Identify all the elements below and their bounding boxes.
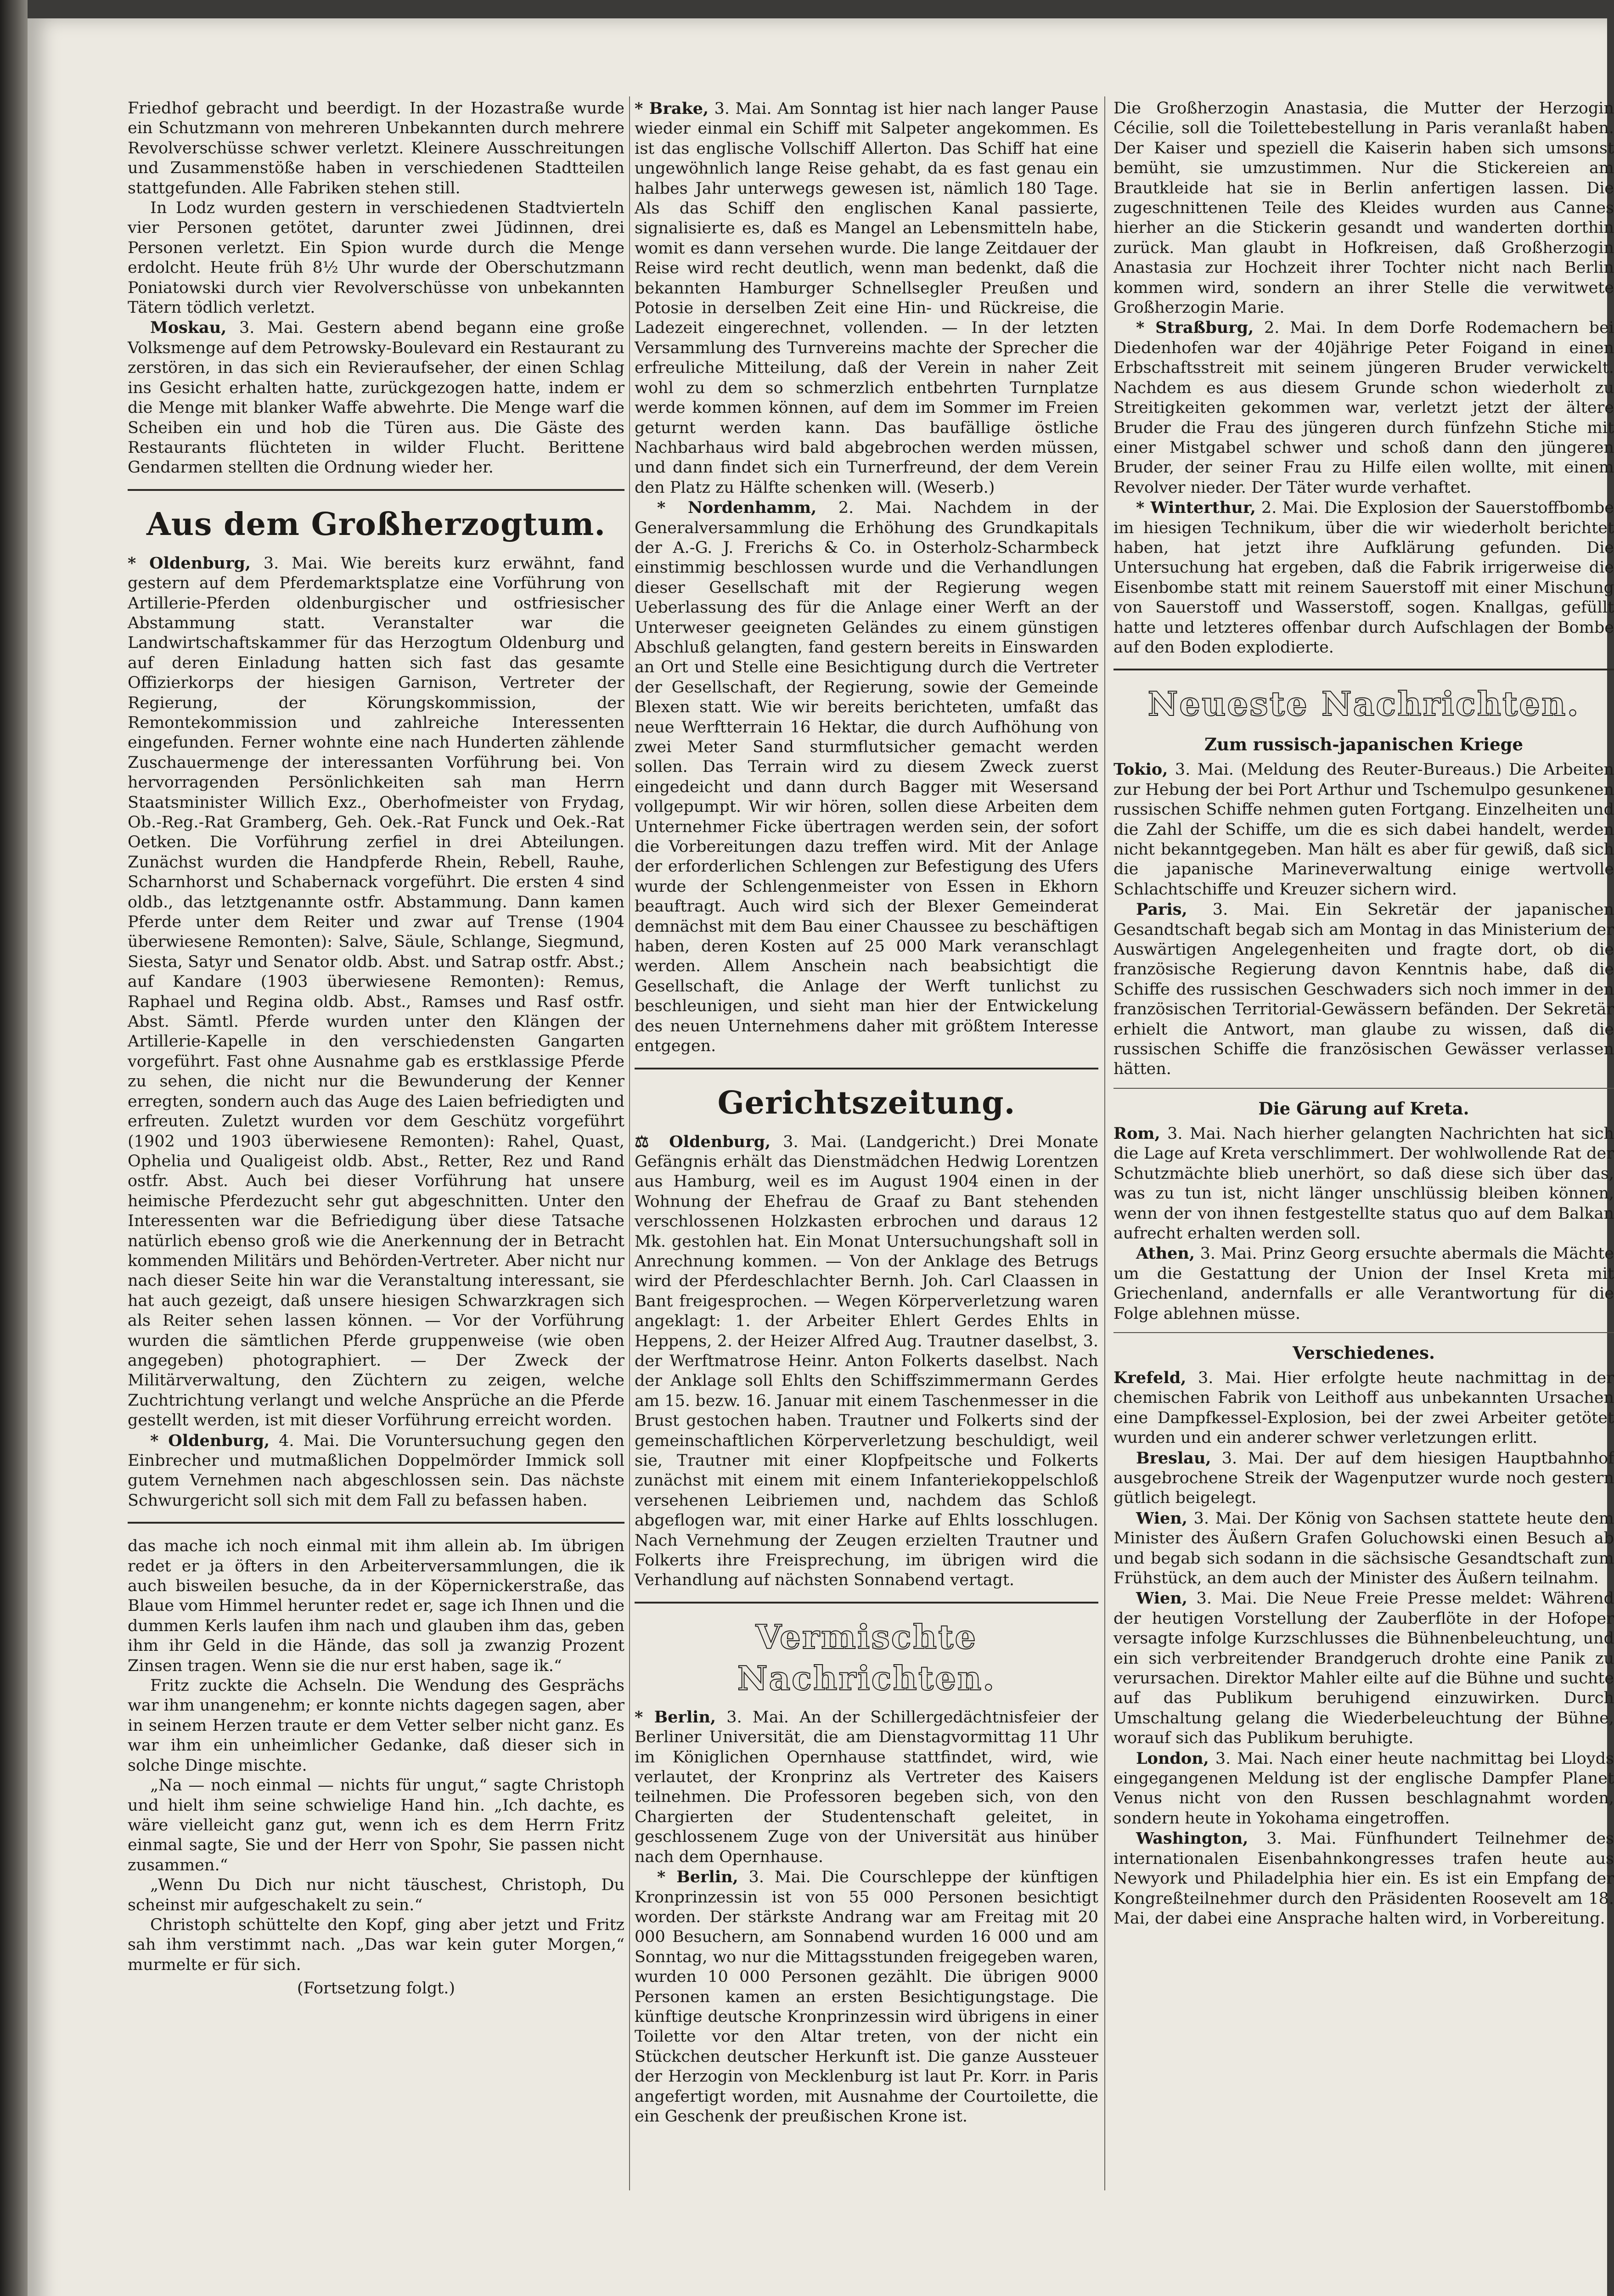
article-text: 3. Mai. Am Sonntag ist hier nach langer Pause wieder einmal ein Schiff mit Salpeter angekommen. Es ist das englische Vollschiff Allerton. Das Schiff hat eine ungewöhnlich lange Reise gehabt, da es fast genau ein halbes Jahr unterwegs gewesen ist, nämlich 180 Tage. Als das Schiff den englischen Kanal passierte, signalisierte es, daß es Mangel an Lebensmitteln habe, womit es dann versehen wurde. Die lange Zeitdauer der Reise wird recht deutlich, wenn man bedenkt, daß die bekannten Hamburger Schnellsegler Preußen und Potosie in derselben Zeit eine Hin- und Rückreise, die Ladezeit eingerechnet, vollenden. — In der letzten Versammlung des Turnvereins machte der Sprecher die erfreuliche Mitteilung, daß der Verein in naher Zeit wohl zu dem so schmerzlich entbehrten Turnplatze werde kommen können, auf dem im Sommer im Freien geturnt werden kann. Das baufällige östliche Nachbarhaus wird bald abgebrochen werden müssen, und dann findet sich ein Turnerfreund, der dem Verein den Platz zu Hälfte schenken will. (Weserb.) xyxy=(635,100,1098,497)
dateline: * Berlin, xyxy=(657,1868,738,1887)
section-heading: Vermischte Nachrichten. xyxy=(737,1617,996,1698)
section-divider xyxy=(128,1522,624,1524)
article-paragraph xyxy=(1113,1508,1614,1589)
article-text: 3. Mai. Der auf dem hiesigen Hauptbahnhof ausgebrochene Streik der Wagenputzer wurde noch gestern gütlich beigelegt. xyxy=(1113,1449,1614,1508)
article-paragraph xyxy=(1113,1448,1614,1508)
section-divider xyxy=(128,489,624,491)
dateline: Breslau, xyxy=(1136,1448,1211,1468)
section-divider xyxy=(1113,669,1614,670)
article-paragraph xyxy=(635,498,1098,1056)
article-text: 2. Mai. Die Explosion der Sauerstoffbombe im hiesigen Technikum, über die wir wiederholt berichtet haben, hat jetzt ihre Aufklärung gefunden. Die Untersuchung hat ergeben, daß die Fabrik irrigerweise die Eisenbombe statt mit reinem Sauerstoff mit einer Mischung von Sauerstoff und Wasserstoff, sogen. Knallgas, gefüllt hatte und letzteres offenbar durch Aufschlagen der Bombe auf den Boden explodierte. xyxy=(1113,499,1614,657)
subheading: Zum russisch-japanischen Kriege xyxy=(1204,734,1524,755)
column-1 xyxy=(128,99,624,1999)
article-text: 3. Mai. Hier erfolgte heute nachmittag in der chemischen Fabrik von Leithoff aus unbekannten Ursachen eine Dampfkessel-Explosion, bei der zwei Arbeiter getötet wurden und ein anderer schwer verletzungen erlitt. xyxy=(1113,1368,1614,1447)
article-text: 3. Mai. Der König von Sachsen stattete heute dem Minister des Äußern Grafen Goluchowski einen Besuch ab und begab sich sodann in die sächsische Gesandtschaft zum Frühstück, an dem auch der Minister des Äußern teilnahm. xyxy=(1113,1509,1614,1587)
dateline: Athen, xyxy=(1136,1244,1195,1263)
dateline: Krefeld, xyxy=(1113,1368,1187,1387)
article-paragraph xyxy=(1113,1829,1614,1929)
dateline: * Winterthur, xyxy=(1136,498,1256,518)
article-text: 3. Mai. Die Courschleppe der künftigen Kronprinzessin ist von 55 000 Personen besichtigt worden. Der stärkste Andrang war am Freitag mit 20 000 Besuchern, am Sonnabend wurden 16 000 und am Sonntag, wo nur die Mittagsstunden freigegeben waren, wurden 10 000 Personen gezählt. Die übrigen 9000 Personen kamen an ersten Besichtigungstage. Die künftige deutsche Kronprinzessin wird übrigens in einer Toilette vor den Altar treten, von der nicht ein Stückchen deutscher Herkunft ist. Die ganze Aussteuer der Herzogin von Mecklenburg ist laut Pr. Korr. in Paris angefertigt worden, mit Ausnahme der Courtoilette, die ein Geschenk der preußischen Krone ist. xyxy=(635,1868,1098,2126)
article-paragraph: Friedhof gebracht und beerdigt. In der Hozastraße wurde ein Schutzmann von mehreren Unbekannten durch mehrere Revolverschüsse schwer verletzt. Kleinere Ausschreitungen und Zusammenstöße haben in verschiedenen Stadtteilen stattgefunden. Alle Fabriken stehen still. xyxy=(128,99,624,197)
article-text: 3. Mai. Gestern abend begann eine große Volksmenge auf dem Petrowsky-Boulevard ein Restaurant zu zerstören, in das sich ein Revieraufseher, der einen Schlag ins Gesicht erhalten hatte, zurückgezogen hatte, indem er die Menge mit blanker Waffe abwehrte. Die Menge warf die Scheiben ein und hob die Türen aus. Die Gäste des Restaurants flüchteten in wilder Flucht. Berittene Gendarmen stellten die Ordnung wieder her. xyxy=(128,319,624,477)
dateline: * Oldenburg, xyxy=(128,553,251,573)
subheading: Die Gärung auf Kreta. xyxy=(1258,1098,1469,1119)
article-text: 3. Mai. Ein Sekretär der japanischen Gesandtschaft begab sich am Montag in das Ministerium der Auswärtigen Angelegenheiten und fragte dort, ob die französische Regierung davon Kenntnis habe, daß die Schiffe des russischen Geschwaders sich noch immer in den französischen Territorial-Gewässern befänden. Der Sekretär erhielt die Antwort, man glaube zu wissen, daß die russischen Schiffe die französischen Gewässer verlassen hätten. xyxy=(1113,900,1614,1079)
dateline: Moskau, xyxy=(150,318,227,338)
column-2 xyxy=(635,99,1098,2127)
article-paragraph xyxy=(1113,1244,1614,1324)
column-rule xyxy=(1104,96,1105,2190)
feuilleton-paragraph: Fritz zuckte die Achseln. Die Wendung des Gesprächs war ihm unangenehm; er konnte nichts dagegen sagen, aber in seinem Herzen traute er dem Vetter selber nicht ganz. Es war ihm ein unheimlicher Gedanke, daß dieser sich in solche Dinge mischte. xyxy=(128,1677,624,1775)
dateline: * Berlin, xyxy=(635,1707,716,1727)
article-paragraph xyxy=(1113,1368,1614,1448)
dateline: Tokio, xyxy=(1113,760,1168,779)
article-paragraph xyxy=(1113,900,1614,1080)
article-paragraph xyxy=(1113,1124,1614,1244)
article-text: 3. Mai. (Meldung des Reuter-Bureaus.) Die Arbeiten zur Hebung der bei Port Arthur und Tschemulpo gesunkenen russischen Schiffe nehmen guten Fortgang. Einzelheiten und die Zahl der Schiffe, um die es sich dabei handelt, werden nicht bekanntgegeben. Man hält es aber für gewiß, daß sich die japanische Marineverwaltung einige wertvolle Schlachtschiffe und Kreuzer sichern wird. xyxy=(1113,760,1614,899)
section-divider xyxy=(635,1602,1098,1604)
dateline: Rom, xyxy=(1113,1124,1160,1143)
article-paragraph xyxy=(128,1431,624,1511)
article-text: 3. Mai. Die Neue Freie Presse meldet: Während der heutigen Vorstellung der Zauberflöte in der Hofoper versagte infolge Kurzschlusses die Bühnenbeleuchtung, und ein sich verbreitender Brandgeruch drohte eine Panik zu verursachen. Direktor Mahler eilte auf die Bühne und suchte auf das Publikum beruhigend einzuwirken. Durch Umschaltung gelang die Wiederbeleuchtung der Bühne, worauf sich das Publikum beruhigte. xyxy=(1113,1589,1614,1748)
article-paragraph xyxy=(1113,1588,1614,1748)
dateline: Wien, xyxy=(1136,1508,1187,1528)
dateline: * Nordenhamm, xyxy=(657,498,817,518)
article-paragraph xyxy=(128,553,624,1431)
continuation-note: (Fortsetzung folgt.) xyxy=(297,1979,456,1998)
article-text: 4. Mai. Die Voruntersuchung gegen den Einbrecher und mutmaßlichen Doppelmörder Immick soll gutem Vernehmen nach abgeschlossen sein. Das nächste Schwurgericht soll sich mit dem Fall zu befassen haben. xyxy=(128,1431,624,1510)
dateline: * Oldenburg, xyxy=(150,1431,270,1450)
article-text: 3. Mai. (Landgericht.) Drei Monate Gefängnis erhält das Dienstmädchen Hedwig Lorentzen aus Hamburg, weil es im August 1904 einen in der Wohnung der Ehefrau de Graaf zu Bant stehenden verschlossenen Holzkasten erbrochen und daraus 12 Mk. gestohlen hat. Ein Monat Untersuchungshaft soll in Anrechnung kommen. — Von der Anklage des Betrugs wird der Pferdeschlachter Bernh. Joh. Carl Claassen in Bant freigesprochen. — Wegen Körperverletzung waren angeklagt: 1. der Arbeiter Ehlert Gerdes Ehlts in Heppens, 2. der Heizer Alfred Aug. Trautner daselbst, 3. der Werftmatrose Heinr. Anton Folkerts daselbst. Nach der Anklage soll Ehlts den Schiffszimmermann Gerdes am 15. bezw. 16. Januar mit einem Taschenmesser in die Brust gestochen haben. Trautner und Folkerts sind der gemeinschaftlichen Körperverletzung beschuldigt, weil sie, Trautner mit einer Klopfpeitsche und Folkerts zunächst mit einem mit einem Infanteriekoppelschloß versehenen Leibriemen und, nachdem das Schloß abgeflogen war, mit einer Harke auf Ehlts losschlugen. Nach Vernehmung der Zeugen erzielten Trautner und Folkerts ihre Freisprechung, im übrigen wird die Verhandlung auf nächsten Sonnabend vertagt. xyxy=(635,1132,1098,1590)
article-paragraph xyxy=(128,318,624,478)
section-divider xyxy=(1113,1332,1614,1333)
article-paragraph xyxy=(1113,1749,1614,1829)
article-paragraph xyxy=(635,99,1098,498)
dateline: ⚖ Oldenburg, xyxy=(635,1132,771,1151)
column-3 xyxy=(1113,99,1614,1929)
article-text: 3. Mai. An der Schillergedächtnisfeier der Berliner Universität, die am Dienstagvormittag 11 Uhr im Königlichen Opernhause stattfindet, wird, wie verlautet, der Kronprinz als Vertreter des Kaisers teilnehmen. Die Professoren begeben sich, von den Chargierten der Studentenschaft geleitet, in geschlossenem Zuge von der Universität aus hinüber nach dem Opernhause. xyxy=(635,1708,1098,1866)
subheading: Verschiedenes. xyxy=(1293,1342,1435,1363)
article-text: 3. Mai. Wie bereits kurz erwähnt, fand gestern auf dem Pferdemarktsplatze eine Vorführung von Artillerie-Pferden oldenburgischer und ostfriesischer Abstammung statt. Veranstalter war die Landwirtschaftskammer für das Herzogtum Oldenburg und auf deren Einladung hatten sich fast das gesamte Offizierkorps der hiesigen Garnison, Vertreter der Regierung, der Körungskommission, der Remontekommission und zahlreiche Interessenten eingefunden. Ferner wohnte eine nach Hunderten zählende Zuschauermenge der interessanten Vorführung bei. Von hervorragenden Persönlichkeiten sah man Herrn Staatsminister Willich Exz., Oberhofmeister von Frydag, Ob.-Reg.-Rat Gramberg, Geh. Oek.-Rat Funck und Oek.-Rat Oetken. Die Vorführung zerfiel in drei Abteilungen. Zunächst wurden die Handpferde Rhein, Rebell, Rauhe, Scharnhorst und Schabernack vorgeführt. Die ersten 4 sind oldb., das letztgenannte ostfr. Abstammung. Dann kamen Pferde unter dem Reiter und zwar auf Trense (1904 überwiesene Remonten): Salve, Säule, Schlange, Siegmund, Siesta, Satyr und Senator oldb. Abst. und Satrap ostfr. Abst.; auf Kandare (1903 überwiesene Remonten): Remus, Raphael und Regina oldb. Abst., Ramses und Rasf ostfr. Abst. Sämtl. Pferde wurden unter den Klängen der Artillerie-Kapelle in den verschiedensten Gangarten vorgeführt. Fast ohne Ausnahme gab es erstklassige Pferde zu sehen, die nicht nur die Bewunderung der Kenner erregten, sondern auch das Auge des Laien befriedigten und erfreuten. Zuletzt wurden vor dem Geschütz vorgeführt (1902 und 1903 überwiesene Remonten): Rahel, Quast, Ophelia und Qualigeist oldb. Abst., Retter, Rez und Rand ostfr. Abst. Auch bei dieser Vorführung hat unsere heimische Pferdezucht sehr gut abgeschnitten. Unter den Interessenten war die Befriedigung über diese Tatsache natürlich ebenso groß wie die Anerkennung der in Betracht kommenden Militärs und Behörden-Vertreter. Aber nicht nur nach dieser Seite hin war die Veranstaltung interessant, sie hat auch gezeigt, daß unsere hiesigen Schwarzkragen sich als Reiter sehen lassen können. — Vor der Vorführung wurden die sämtlichen Pferde gruppenweise (wie oben angegeben) photographiert. — Der Zweck der Militärverwaltung, den Züchtern zu zeigen, welche Zuchtrichtung verlangt und welche Ansprüche an die Pferde gestellt werden, ist mit dieser Vorführung erreicht worden. xyxy=(128,554,625,1430)
article-text: 2. Mai. In dem Dorfe Rodemachern bei Diedenhofen war der 40jährige Peter Foigand in einen Erbschaftsstreit mit seinem jüngeren Bruder verwickelt. Nachdem es aus diesem Grunde schon wiederholt zu Streitigkeiten gekommen war, verletzt jetzt der ältere Bruder die Frau des jüngeren durch fünfzehn Stiche mit einer Mistgabel schwer und schoß dann den jüngeren Bruder, der seiner Frau zu Hilfe eilen wollte, mit einem Revolver nieder. Der Täter wurde verhaftet. xyxy=(1113,319,1614,497)
section-divider xyxy=(1113,1088,1614,1089)
column-rule xyxy=(629,96,630,2190)
article-paragraph xyxy=(1113,498,1614,658)
feuilleton-paragraph: „Na — noch einmal — nichts für ungut,“ sagte Christoph und hielt ihm seine schwielige Hand hin. „Ich dachte, es wäre vielleicht ganz gut, wenn ich es dem Herrn Fritz einmal sagte, Sie und der Herr von Spohr, Sie passen nicht zusammen.“ xyxy=(128,1776,624,1874)
dateline: * Brake, xyxy=(635,99,709,118)
article-paragraph xyxy=(635,1707,1098,1867)
feuilleton-paragraph: „Wenn Du Dich nur nicht täuschest, Christoph, Du scheinst mir aufgeschakelt zu sein.“ xyxy=(128,1876,624,1914)
article-paragraph: In Lodz wurden gestern in verschiedenen Stadtvierteln vier Personen getötet, darunter zwei Jüdinnen, drei Personen verletzt. Ein Spion wurde durch die Menge erdolcht. Heute früh 8½ Uhr wurde der Oberschutzmann Poniatowski durch vier Revolverschüsse von unbekannten Tätern tödlich verletzt. xyxy=(128,199,624,317)
section-divider xyxy=(635,1068,1098,1069)
section-heading: Aus dem Großherzogtum. xyxy=(146,506,606,543)
section-heading: Gerichtszeitung. xyxy=(717,1084,1016,1121)
article-paragraph xyxy=(1113,760,1614,900)
article-text: 3. Mai. Nach einer heute nachmittag bei Lloyds eingegangenen Meldung ist der englische Dampfer Planet Venus nicht von den Russen beschlagnahmt worden, sondern heute in Yokohama eingetroffen. xyxy=(1113,1749,1614,1828)
page-binding-edge xyxy=(0,0,28,2296)
article-paragraph xyxy=(635,1132,1098,1591)
dateline: Wien, xyxy=(1136,1589,1187,1608)
article-text: 3. Mai. Nach hierher gelangten Nachrichten hat sich die Lage auf Kreta verschlimmert. Der wohlwollende Rat der Schutzmächte blieb unerhört, so daß diese sich über das, was zu tun ist, nicht länger unschlüssig bleiben können, wenn der von ihnen festgestellte status quo auf dem Balkan aufrecht erhalten werden soll. xyxy=(1113,1124,1614,1243)
article-text: 2. Mai. Nachdem in der Generalversammlung die Erhöhung des Grundkapitals der A.-G. J. Frerichs & Co. in Osterholz-Scharmbeck einstimmig beschlossen wurde und die Verhandlungen dieser Gesellschaft mit der Regierung wegen Ueberlassung des für die Anlage einer Werft an der Unterweser geeigneten Geländes zu einem günstigen Abschluß gelangten, fand gestern bereits in Einswarden an Ort und Stelle eine Besichtigung durch die Vertreter der Gesellschaft, der Regierung, sowie der Gemeinde Blexen statt. Wie wir bereits berichteten, umfaßt das neue Werftterrain 16 Hektar, die durch Aufhöhung von zwei Meter Sand sturmflutsicher gemacht werden sollen. Das Terrain wird zu diesem Zweck zuerst eingedeicht und dann durch Bagger mit Wesersand vollgepumpt. Wir wir hören, sollen diese Arbeiten dem Unternehmer Ficke übertragen werden sein, der sofort die Vorbereitungen dazu treffen wird. Mit der Anlage der erforderlichen Schlengen zur Befestigung des Ufers wurde der Schlengenmeister von Essen in Ekhorn beauftragt. Auch wird sich der Blexer Gemeinderat demnächst mit dem Bau einer Chaussee zu beschäftigen haben, deren Kosten auf 25 000 Mark veranschlagt werden. Allem Anschein nach beabsichtigt die Gesellschaft, die Anlage der Werft tunlichst zu beschleunigen, und sieht man hier der Entwickelung des neuen Unternehmens daher mit größtem Interesse entgegen. xyxy=(635,499,1098,1056)
dateline: London, xyxy=(1136,1749,1209,1768)
article-text: 3. Mai. Prinz Georg ersuchte abermals die Mächte um die Gestattung der Union der Insel Kreta mit Griechenland, andernfalls er alle Verantwortung für die Folge ablehnen müsse. xyxy=(1113,1244,1614,1323)
article-paragraph: Die Großherzogin Anastasia, die Mutter der Herzogin Cécilie, soll die Toilettebestellung in Paris veranlaßt haben. Der Kaiser und speziell die Kaiserin haben sich umsonst bemüht, sie umzustimmen. Nur die Stickereien am Brautkleide hat sie in Berlin anfertigen lassen. Die zugeschnittenen Teile des Kleides wurden aus Cannes hierher an die Stickerin gesandt und wanderten dorthin zurück. Man glaubt in Hofkreisen, daß Großherzogin Anastasia zur Hochzeit ihrer Tochter nicht nach Berlin kommen wird, sondern an ihrer Stelle die verwitwete Großherzogin Marie. xyxy=(1113,99,1614,317)
article-paragraph xyxy=(635,1867,1098,2127)
dateline: * Straßburg, xyxy=(1136,318,1254,338)
feuilleton-paragraph: das mache ich noch einmal mit ihm allein ab. Im übrigen redet er ja öfters in den Arbeiterversammlungen, die ik auch bisweilen besuche, da in der Köpernickerstraße, das Blaue vom Himmel herunter redet er, sage ich Ihnen und die dummen Kerls laufen ihm nach und glauben ihm das, geben ihm ihr Geld in die Hände, das soll ja zwanzig Prozent Zinsen tragen. Wenn sie die nur erst haben, sage ik.“ xyxy=(128,1537,624,1675)
dateline: Washington, xyxy=(1136,1829,1248,1848)
dateline: Paris, xyxy=(1136,900,1187,919)
article-text: 3. Mai. Fünfhundert Teilnehmer des internationalen Eisenbahnkongresses trafen heute aus Newyork und Philadelphia hier ein. Es ist ein Empfang der Kongreßteilnehmer durch den Präsidenten Roosevelt am 18. Mai, der dabei eine Ansprache halten wird, in Vorbereitung. xyxy=(1113,1829,1614,1928)
section-heading: Neueste Nachrichten. xyxy=(1147,684,1580,724)
feuilleton-paragraph: Christoph schüttelte den Kopf, ging aber jetzt und Fritz sah ihm verstimmt nach. „Das war kein guter Morgen,“ murmelte er für sich. xyxy=(128,1915,624,1974)
article-paragraph xyxy=(1113,318,1614,498)
